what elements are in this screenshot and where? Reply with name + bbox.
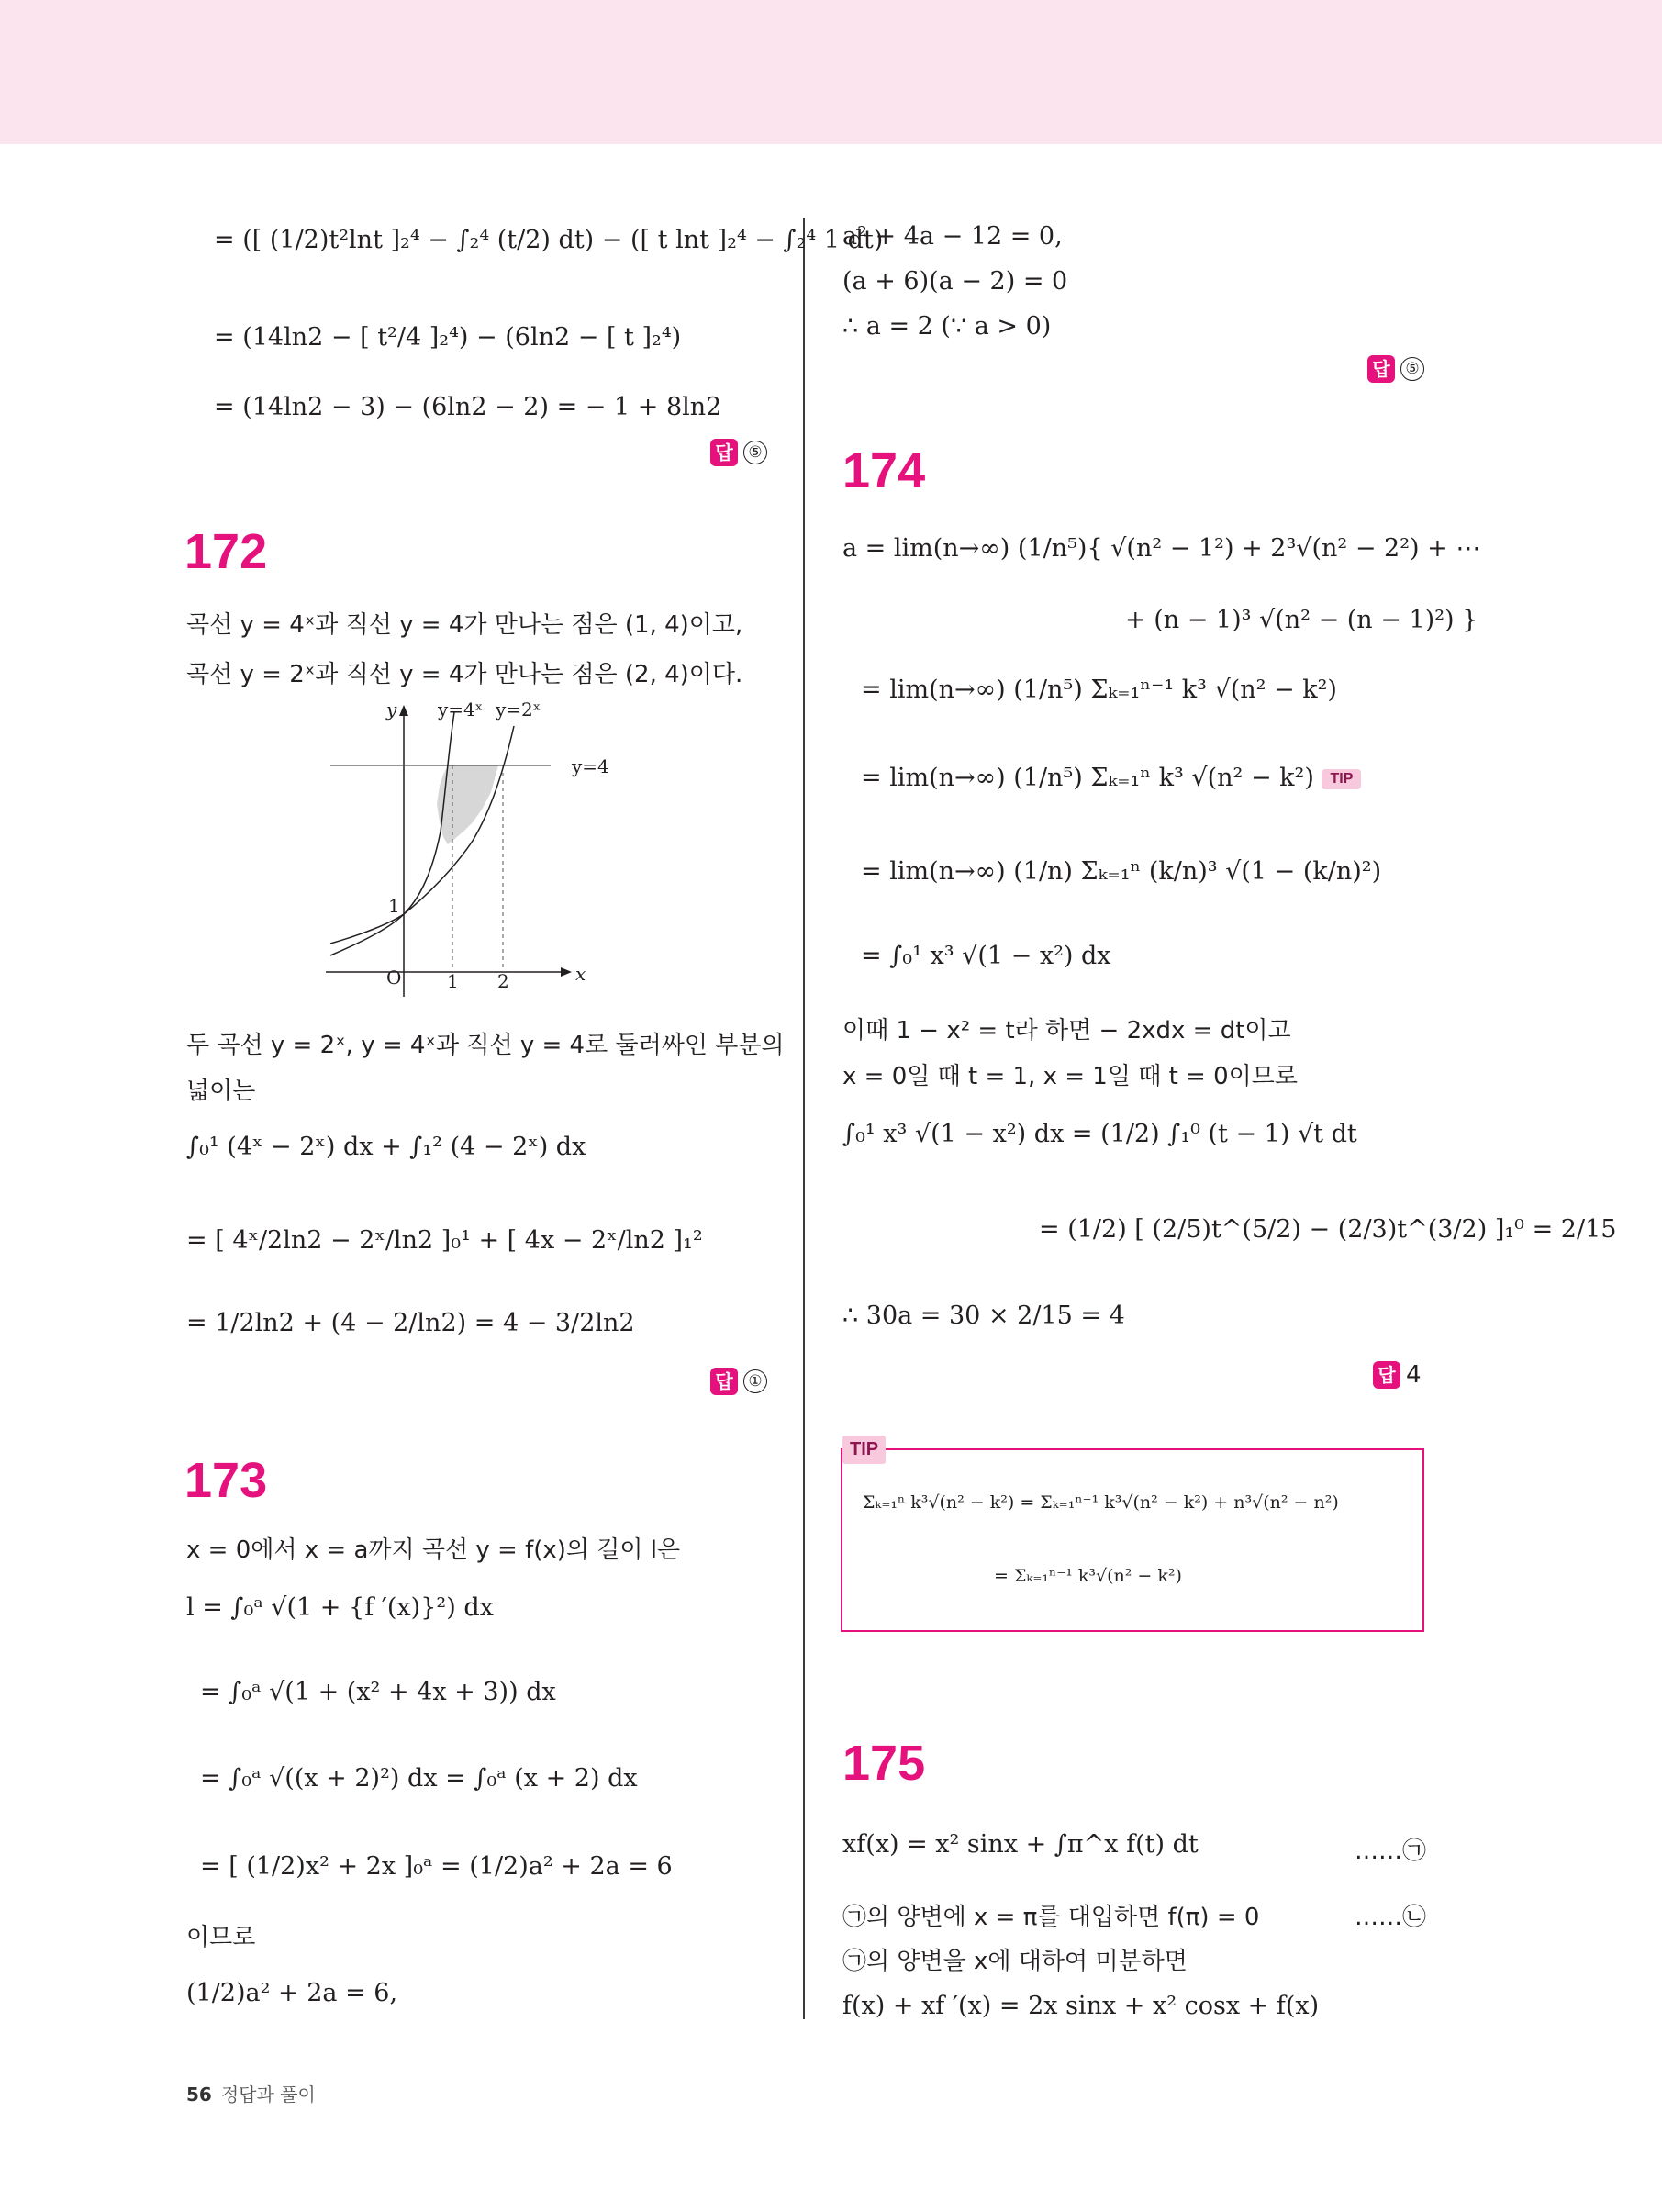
tip-line-1: Σₖ₌₁ⁿ k³√(n² − k²) = Σₖ₌₁ⁿ⁻¹ k³√(n² − k²) + n³√(n² − n²) [863, 1492, 1339, 1513]
p174-line-4-text: = lim(n→∞) (1/n⁵) Σₖ₌₁ⁿ k³ √(n² − k²) [861, 764, 1314, 792]
graph-xlabel: x [575, 963, 586, 985]
answer-prev-right [1367, 355, 1424, 383]
top-color-band [0, 0, 1662, 144]
p175-mark-1: ……㉠ [1355, 1838, 1427, 1865]
p173-eq: (1/2)a² + 2a = 6, [186, 1979, 398, 2007]
graph-curve2-label: y=2ˣ [496, 698, 541, 721]
problem-number-175: 175 [842, 1736, 926, 1791]
p173-line-4: = [ (1/2)x² + 2x ]₀ᵃ = (1/2)a² + 2a = 6 [200, 1852, 673, 1881]
graph-tick-x2: 2 [497, 970, 509, 992]
p174-line-2: + (n − 1)³ √(n² − (n − 1)²) } [1125, 606, 1478, 634]
p172-intro-2: 곡선 y = 2ˣ과 직선 y = 4가 만나는 점은 (2, 4)이다. [186, 661, 743, 688]
answer-badge: 답 [710, 439, 738, 466]
p174-sub-line-1: ∫₀¹ x³ √(1 − x²) dx = (1/2) ∫₁⁰ (t − 1) √t dt [842, 1120, 1357, 1148]
p174-line-6: = ∫₀¹ x³ √(1 − x²) dx [861, 942, 1111, 970]
p172-area-text-1: 두 곡선 y = 2ˣ, y = 4ˣ과 직선 y = 4로 둘러싸인 부분의 [186, 1032, 785, 1059]
cont-r-3: ∴ a = 2 (∵ a > 0) [842, 312, 1052, 341]
graph-line-label: y=4 [572, 755, 609, 777]
cont-r-1: a² + 4a − 12 = 0, [842, 222, 1063, 251]
p174-line-5: = lim(n→∞) (1/n) Σₖ₌₁ⁿ (k/n)³ √(1 − (k/n)²) [861, 857, 1382, 886]
footer-title: 정답과 풀이 [220, 2084, 316, 2106]
answer-172 [710, 1368, 767, 1395]
answer-badge: 답 [710, 1368, 738, 1395]
p174-line-3: = lim(n→∞) (1/n⁵) Σₖ₌₁ⁿ⁻¹ k³ √(n² − k²) [861, 676, 1337, 704]
answer-value: 4 [1406, 1361, 1422, 1389]
answer-badge: 답 [1373, 1361, 1400, 1389]
p175-eq-1: xf(x) = x² sinx + ∫π^x f(t) dt [842, 1830, 1199, 1859]
p173-line-1: l = ∫₀ᵃ √(1 + {f ′(x)}²) dx [186, 1593, 494, 1622]
answer-badge: 답 [1367, 355, 1395, 383]
p175-mark-2: ……㉡ [1355, 1904, 1427, 1931]
answer-prev-left [710, 439, 767, 466]
p173-line-2: = ∫₀ᵃ √(1 + (x² + 4x + 3)) dx [200, 1678, 556, 1706]
problem-number-173: 173 [184, 1453, 268, 1508]
p172-line-1: ∫₀¹ (4ˣ − 2ˣ) dx + ∫₁² (4 − 2ˣ) dx [186, 1133, 586, 1161]
p175-text-1: ㉠의 양변에 x = π를 대입하면 f(π) = 0 [842, 1904, 1260, 1931]
y-axis-arrow [399, 705, 408, 716]
column-divider [803, 218, 805, 2019]
page-number: 56 [186, 2084, 212, 2106]
cont-line-2: = (14ln2 − [ t²/4 ]₂⁴) − (6ln2 − [ t ]₂⁴) [214, 323, 682, 352]
p172-line-3: = 1/2ln2 + (4 − 2/ln2) = 4 − 3/2ln2 [186, 1309, 635, 1337]
answer-value: ⑤ [1400, 357, 1424, 381]
p174-line-1: a = lim(n→∞) (1/n⁵){ √(n² − 1²) + 2³√(n² − 2²) + ⋯ [842, 534, 1481, 563]
cont-line-3: = (14ln2 − 3) − (6ln2 − 2) = − 1 + 8ln2 [214, 393, 722, 421]
tip-line-2: = Σₖ₌₁ⁿ⁻¹ k³√(n² − k²) [994, 1566, 1182, 1586]
p174-line-4 [861, 765, 1361, 790]
p174-sub-line-3: ∴ 30a = 30 × 2/15 = 4 [842, 1302, 1125, 1330]
p174-sub-text-1: 이때 1 − x² = t라 하면 − 2xdx = dt이고 [842, 1017, 1291, 1045]
graph-origin: O [386, 966, 402, 989]
p173-intro: x = 0에서 x = a까지 곡선 y = f(x)의 길이 l은 [186, 1536, 681, 1564]
page-footer [186, 2080, 316, 2106]
p175-eq-2: f(x) + xf ′(x) = 2x sinx + x² cosx + f(x) [842, 1992, 1320, 2020]
p172-intro-1: 곡선 y = 4ˣ과 직선 y = 4가 만나는 점은 (1, 4)이고, [186, 611, 743, 639]
curve-2x [330, 726, 514, 955]
cont-line-1: = ([ (1/2)t²lnt ]₂⁴ − ∫₂⁴ (t/2) dt) − ([ t lnt ]₂⁴ − ∫₂⁴ 1 dt) [214, 226, 884, 254]
x-axis-arrow [561, 967, 572, 977]
p173-line-3: = ∫₀ᵃ √((x + 2)²) dx = ∫₀ᵃ (x + 2) dx [200, 1764, 638, 1793]
p172-graph [326, 694, 609, 997]
p173-therefore: 이므로 [186, 1924, 256, 1951]
graph-tick-x1: 1 [447, 970, 459, 992]
answer-value: ① [743, 1369, 767, 1393]
tip-box-label: TIP [842, 1436, 886, 1464]
tip-box [841, 1448, 1424, 1632]
p174-sub-text-2: x = 0일 때 t = 1, x = 1일 때 t = 0이므로 [842, 1063, 1298, 1090]
problem-number-174: 174 [842, 443, 926, 498]
answer-174 [1373, 1361, 1422, 1389]
cont-r-2: (a + 6)(a − 2) = 0 [842, 267, 1068, 296]
graph-tick-y1: 1 [388, 895, 400, 917]
p175-text-2: ㉠의 양변을 x에 대하여 미분하면 [842, 1948, 1188, 1975]
p174-sub-line-2: = (1/2) [ (2/5)t^(5/2) − (2/3)t^(3/2) ]₁⁰ = 2/15 [1039, 1215, 1617, 1244]
answer-value: ⑤ [743, 441, 767, 464]
p172-area-text-2: 넓이는 [186, 1078, 256, 1105]
graph-curve1-label: y=4ˣ [438, 698, 484, 721]
p172-line-2: = [ 4ˣ/2ln2 − 2ˣ/ln2 ]₀¹ + [ 4x − 2ˣ/ln2 ]₁² [186, 1226, 703, 1255]
tip-tag: TIP [1322, 769, 1361, 789]
graph-ylabel: y [386, 698, 397, 721]
problem-number-172: 172 [184, 524, 268, 579]
